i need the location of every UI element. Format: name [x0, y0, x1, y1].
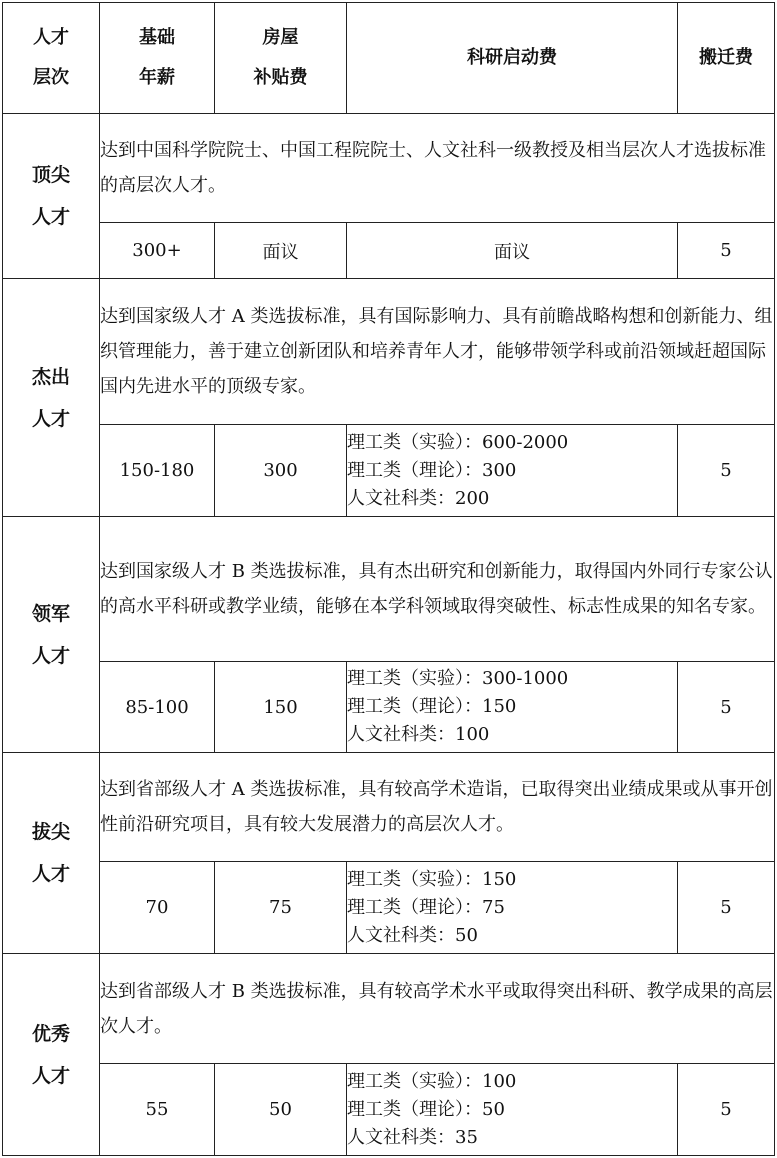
- tier-values-row: [3, 223, 775, 279]
- header-research-startup-fund: 科研启动费: [347, 3, 678, 114]
- research-fund-line: 理工类（实验）：100: [347, 1070, 517, 1092]
- tier-description: 达到省部级人才 B 类选拔标准，具有较高学术水平或取得突出科研、教学成果的高层次人才。: [100, 954, 775, 1064]
- research-fund-line: 理工类（理论）：75: [347, 896, 505, 918]
- tier-name: 顶尖 人才: [3, 114, 100, 279]
- research-fund-value: [347, 425, 678, 517]
- tier-description-row: [3, 753, 775, 862]
- research-fund-line: 理工类（理论）：50: [347, 1098, 505, 1120]
- tier-name: 杰出 人才: [3, 279, 100, 517]
- base-salary-value: 300+: [100, 223, 215, 279]
- header-base-salary: 基础 年薪: [100, 3, 215, 114]
- header-row: [3, 3, 775, 114]
- header-housing-subsidy: 房屋 补贴费: [215, 3, 347, 114]
- tier-description-row: [3, 517, 775, 662]
- research-fund-line: 理工类（实验）：600-2000: [347, 431, 569, 453]
- relocation-fee-value: 5: [678, 862, 775, 954]
- tier-description-row: [3, 954, 775, 1064]
- tier-description: 达到省部级人才 A 类选拔标准，具有较高学术造诣，已取得突出业绩成果或从事开创性前沿研究项目，具有较大发展潜力的高层次人才。: [100, 753, 775, 862]
- research-fund-value: [347, 862, 678, 954]
- tier-values-row: [3, 1064, 775, 1156]
- research-fund-line: 理工类（实验）：150: [347, 868, 517, 890]
- tier-description-row: [3, 114, 775, 223]
- housing-subsidy-value: 面议: [215, 223, 347, 279]
- housing-subsidy-value: 150: [215, 662, 347, 753]
- base-salary-value: 150-180: [100, 425, 215, 517]
- research-fund-value: [347, 662, 678, 753]
- research-fund-line: 理工类（理论）：300: [347, 459, 517, 481]
- housing-subsidy-value: 75: [215, 862, 347, 954]
- tier-values-row: [3, 662, 775, 753]
- research-fund-line: 人文社科类：35: [347, 1126, 478, 1148]
- relocation-fee-value: 5: [678, 1064, 775, 1156]
- base-salary-value: 70: [100, 862, 215, 954]
- relocation-fee-value: 5: [678, 223, 775, 279]
- tier-values-row: [3, 425, 775, 517]
- tier-name: 领军 人才: [3, 517, 100, 753]
- tier-description-row: [3, 279, 775, 425]
- research-fund-line: 人文社科类：50: [347, 924, 478, 946]
- relocation-fee-value: 5: [678, 662, 775, 753]
- housing-subsidy-value: 300: [215, 425, 347, 517]
- tier-description: 达到中国科学院院士、中国工程院院士、人文社科一级教授及相当层次人才选拔标准的高层次人才。: [100, 114, 775, 223]
- research-fund-value: 面议: [347, 223, 678, 279]
- research-fund-line: 理工类（实验）：300-1000: [347, 668, 569, 689]
- research-fund-line: 理工类（理论）：150: [347, 696, 517, 717]
- base-salary-value: 55: [100, 1064, 215, 1156]
- tier-name: 拔尖 人才: [3, 753, 100, 954]
- research-fund-line: 人文社科类：200: [347, 487, 490, 509]
- research-fund-value: [347, 1064, 678, 1156]
- header-relocation-fee: 搬迁费: [678, 3, 775, 114]
- relocation-fee-value: 5: [678, 425, 775, 517]
- tier-values-row: [3, 862, 775, 954]
- base-salary-value: 85-100: [100, 662, 215, 753]
- talent-compensation-table: [2, 2, 775, 1156]
- tier-description: 达到国家级人才 B 类选拔标准，具有杰出研究和创新能力，取得国内外同行专家公认的高水平科研或教学业绩，能够在本学科领域取得突破性、标志性成果的知名专家。: [100, 517, 775, 662]
- research-fund-line: 人文社科类：100: [347, 724, 490, 745]
- housing-subsidy-value: 50: [215, 1064, 347, 1156]
- header-talent-level: 人才 层次: [3, 3, 100, 114]
- tier-name: 优秀 人才: [3, 954, 100, 1156]
- tier-description: 达到国家级人才 A 类选拔标准，具有国际影响力、具有前瞻战略构想和创新能力、组织管理能力，善于建立创新团队和培养青年人才，能够带领学科或前沿领域赶超国际国内先进水平的顶级专家。: [100, 279, 775, 425]
